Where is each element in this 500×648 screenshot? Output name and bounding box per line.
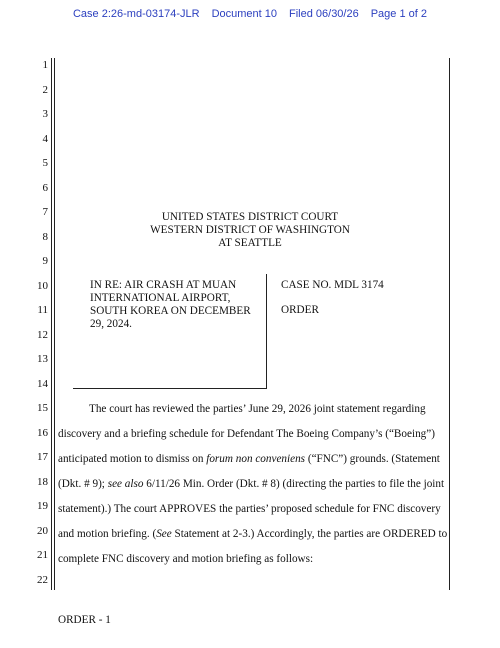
filed-date: Filed 06/30/26 xyxy=(289,8,359,20)
line-number: 4 xyxy=(42,132,48,145)
case-caption xyxy=(90,279,260,331)
line-number: 17 xyxy=(37,451,48,463)
text-run: (Dkt. # 9); xyxy=(58,478,108,490)
body-line-15: The court has reviewed the parties’ June 29, 2026 joint statement regarding xyxy=(89,403,426,415)
text-run: and motion briefing. ( xyxy=(58,528,157,540)
line-number: 1 xyxy=(42,59,48,71)
court-location: AT SEATTLE xyxy=(218,237,282,249)
left-margin-rule-inner xyxy=(54,58,55,590)
caption-line: INTERNATIONAL AIRPORT, xyxy=(90,292,231,304)
line-number: 11 xyxy=(37,304,48,316)
body-line-17 xyxy=(58,453,450,465)
line-number: 18 xyxy=(37,475,48,488)
text-run: Statement at 2-3.) Accordingly, the parties are ORDERED to xyxy=(171,528,448,540)
page-footer: ORDER - 1 xyxy=(58,614,111,626)
line-number: 21 xyxy=(37,549,48,561)
body-line-19: statement).) The court APPROVES the parties’ proposed schedule for FNC discovery xyxy=(58,503,441,515)
text-run: anticipated motion to dismiss on xyxy=(58,453,207,465)
line-number: 15 xyxy=(37,402,48,414)
body-line-18 xyxy=(58,478,450,490)
body-line-21: complete FNC discovery and motion briefing as follows: xyxy=(58,553,314,565)
line-number: 6 xyxy=(42,181,48,194)
italic-run: forum non conveniens xyxy=(206,453,306,465)
caption-line: IN RE: AIR CRASH AT MUAN xyxy=(90,279,237,291)
body-line-16: discovery and a briefing schedule for Defendant The Boeing Company’s (“Boeing”) xyxy=(58,428,435,440)
line-number: 10 xyxy=(37,279,48,292)
line-number: 3 xyxy=(42,108,48,120)
court-district: WESTERN DISTRICT OF WASHINGTON xyxy=(150,224,350,236)
text-run: 6/11/26 Min. Order (Dkt. # 8) (directing the parties to file the joint xyxy=(143,478,445,490)
line-number: 7 xyxy=(42,206,48,218)
line-number: 20 xyxy=(37,524,48,537)
line-number: 14 xyxy=(37,377,48,390)
document-title: ORDER xyxy=(281,304,319,316)
italic-run: see also xyxy=(107,478,144,490)
line-number: 22 xyxy=(37,573,48,586)
left-margin-rule xyxy=(51,58,52,590)
line-number: 9 xyxy=(42,255,48,267)
line-number: 5 xyxy=(42,157,48,169)
caption-line: 29, 2024. xyxy=(90,318,132,330)
court-name: UNITED STATES DISTRICT COURT xyxy=(161,211,339,223)
italic-run: See xyxy=(156,528,172,540)
case-number: CASE NO. MDL 3174 xyxy=(281,279,384,291)
text-run: (“FNC”) grounds. (Statement xyxy=(305,453,440,465)
line-number: 8 xyxy=(42,230,48,243)
court-heading xyxy=(110,211,390,250)
page-indicator: Page 1 of 2 xyxy=(370,8,427,20)
document-number: Document 10 xyxy=(211,8,277,20)
caption-line: SOUTH KOREA ON DECEMBER xyxy=(90,305,251,317)
line-number: 16 xyxy=(37,426,48,439)
body-line-20 xyxy=(58,528,450,540)
line-number: 19 xyxy=(37,500,48,512)
ecf-header xyxy=(0,8,500,20)
line-number: 13 xyxy=(37,353,48,365)
case-number-block xyxy=(281,279,441,329)
line-number: 12 xyxy=(37,328,48,341)
line-number: 2 xyxy=(42,83,48,96)
case-number-header: Case 2:26-md-03174-JLR xyxy=(72,8,200,20)
